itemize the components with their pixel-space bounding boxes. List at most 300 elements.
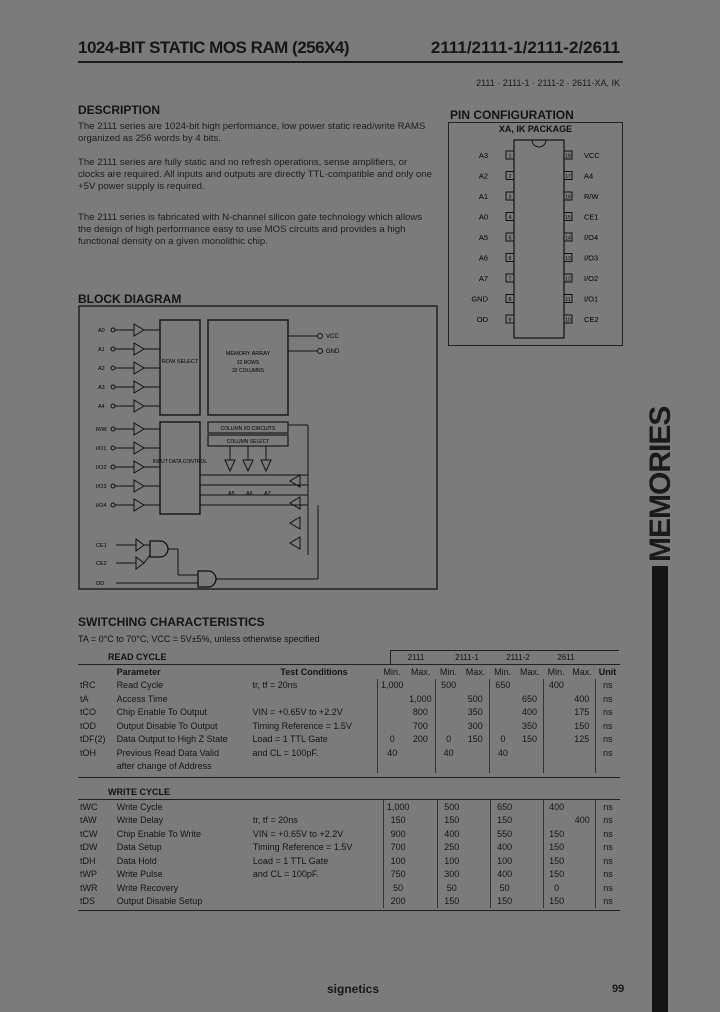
- pin-right-label: I/O4: [584, 233, 599, 242]
- gnd-label: GND: [326, 349, 340, 355]
- pin-left-number: 3: [508, 194, 512, 201]
- pin-right-label: CE2: [584, 315, 599, 324]
- pin-right-number: 12: [565, 276, 571, 283]
- write-parameter: Write Recovery: [116, 882, 179, 893]
- description-para-2: The 2111 series are fully static and no refresh operations, sense amplifiers, or clocks are required. All inputs and outputs are directly TTL-compatible and only one +5V power supply is required.: [78, 157, 432, 192]
- write-value: 150: [543, 841, 569, 855]
- pin-right-label: R/W: [584, 192, 599, 201]
- pin-right-number: 15: [565, 215, 571, 221]
- read-value: 40: [489, 746, 516, 760]
- description-para-3: The 2111 series is fabricated with N-channel silicon gate technology which allows the design of high performance easy to use MOS circuits and provides a high functional density on a given monolithic chip.: [78, 212, 423, 247]
- pin-left-label: A6: [478, 253, 488, 263]
- write-cycle-label: WRITE CYCLE: [108, 787, 170, 797]
- read-value: ns: [595, 706, 620, 720]
- row-select-label: ROW SELECT: [161, 359, 199, 365]
- control-ce1: CE1: [96, 543, 107, 549]
- write-row: [78, 814, 620, 828]
- memory-array-rows: 32 ROWS: [236, 360, 260, 366]
- write-value: [518, 800, 543, 814]
- write-symbol: tWC: [80, 801, 98, 812]
- dip-body: [514, 140, 564, 338]
- write-value: [518, 868, 543, 882]
- read-value: 150: [574, 720, 590, 731]
- write-value: 550: [490, 827, 518, 841]
- write-row: [78, 800, 620, 814]
- io-buffer: [134, 480, 144, 492]
- control-logic: [96, 505, 318, 587]
- read-value: [544, 760, 569, 774]
- col-unit: Unit: [598, 666, 617, 677]
- col-addr-a5: A5: [228, 491, 235, 497]
- write-parameter: Write Pulse: [116, 869, 163, 880]
- control-od: OD: [96, 581, 105, 587]
- write-value: 0: [543, 881, 569, 895]
- io-input-label: I/O3: [96, 484, 107, 490]
- pin-right-label: I/O1: [584, 294, 599, 304]
- read-row: [78, 679, 620, 693]
- write-value: [518, 881, 543, 895]
- read-value: 700: [412, 720, 428, 731]
- read-value: [378, 719, 407, 733]
- pin-right-number: 14: [565, 235, 571, 242]
- write-value: 100: [490, 854, 518, 868]
- read-value: [569, 679, 595, 693]
- pin-left-number: 8: [508, 297, 512, 303]
- read-value: [435, 760, 462, 774]
- read-value: [516, 760, 544, 774]
- write-value: 150: [543, 895, 569, 909]
- write-value: [412, 841, 437, 855]
- read-value: 40: [378, 746, 407, 760]
- pin-left-label: A1: [478, 192, 488, 201]
- addr-buffer: [134, 343, 144, 355]
- read-value: 300: [467, 720, 483, 731]
- read-test-condition: [250, 760, 377, 774]
- block-diagram-heading: BLOCK DIAGRAM: [78, 292, 182, 306]
- read-value: 200: [412, 734, 428, 745]
- io-input-label: I/O2: [96, 465, 107, 471]
- write-value: 50: [490, 881, 518, 895]
- write-value: 100: [383, 854, 412, 868]
- io-input-label: I/O4: [96, 503, 107, 509]
- read-value: [544, 706, 569, 720]
- read-test-condition: and CL = 100pF.: [252, 747, 319, 758]
- column-buffer-a7: [261, 460, 271, 471]
- switching-heading: SWITCHING CHARACTERISTICS: [78, 615, 265, 629]
- description-heading: DESCRIPTION: [78, 103, 161, 117]
- write-value: 150: [543, 854, 569, 868]
- sub-part-numbers: 2111 · 2111-1 · 2111-2 · 2611-XA, IK: [476, 78, 620, 88]
- row-select-block: [160, 320, 200, 415]
- read-row: [78, 733, 620, 747]
- read-value: 400: [574, 693, 590, 704]
- read-value: 800: [412, 707, 428, 718]
- read-value: 400: [521, 707, 537, 718]
- col-addr-a6: A6: [246, 491, 253, 497]
- read-test-condition: VIN = +0.65V to +2.2V: [252, 707, 343, 718]
- write-value: [412, 881, 437, 895]
- dip-package: [448, 122, 623, 344]
- write-value: [465, 841, 490, 855]
- write-value: ns: [596, 827, 620, 841]
- write-row: [78, 841, 620, 855]
- write-value: 650: [490, 800, 518, 814]
- pin-left-number: 5: [508, 235, 512, 242]
- write-value: 400: [574, 815, 590, 826]
- pin-config-heading: PIN CONFIGURATION: [450, 108, 574, 122]
- write-table-rule-bottom: [78, 910, 620, 911]
- write-value: [412, 814, 437, 828]
- write-symbol: tAW: [80, 815, 97, 826]
- read-parameter: Read Cycle: [116, 680, 164, 691]
- read-parameter: Access Time: [116, 693, 168, 704]
- read-value: [569, 746, 595, 760]
- switching-conditions: TA = 0°C to 70°C, VCC = 5V±5%, unless otherwise specified: [78, 634, 320, 644]
- write-value: 50: [383, 881, 412, 895]
- pin-left-number: 9: [508, 317, 512, 324]
- read-value: 350: [467, 707, 483, 718]
- write-parameter: Data Hold: [116, 855, 157, 866]
- addr-buffer: [134, 381, 144, 393]
- write-row: [78, 827, 620, 841]
- read-value: ns: [595, 692, 620, 706]
- package-label: XA, IK PACKAGE: [498, 124, 573, 134]
- read-value: 40: [435, 746, 462, 760]
- write-value: 250: [438, 841, 466, 855]
- read-symbol: tOH: [80, 747, 97, 758]
- col-test-conditions: Test Conditions: [280, 666, 348, 677]
- write-value: 750: [383, 868, 412, 882]
- write-value: 50: [438, 881, 466, 895]
- read-test-condition: [250, 692, 377, 706]
- read-value: 0: [489, 733, 516, 747]
- read-value: 500: [435, 679, 462, 693]
- addr-buffer: [134, 400, 144, 412]
- write-cycle-table-wrap: [78, 799, 620, 911]
- read-table-rule-bottom: [78, 777, 620, 778]
- write-value: [412, 895, 437, 909]
- read-row: [78, 692, 620, 706]
- write-value: [569, 881, 595, 895]
- read-value: [462, 679, 490, 693]
- write-value: [465, 895, 490, 909]
- write-value: [465, 854, 490, 868]
- write-value: 150: [438, 814, 466, 828]
- read-value: ns: [595, 733, 620, 747]
- write-value: 700: [383, 841, 412, 855]
- read-value: 125: [574, 734, 590, 745]
- write-value: 900: [383, 827, 412, 841]
- read-symbol: [78, 760, 115, 774]
- read-value: [378, 706, 407, 720]
- read-symbol: tOD: [80, 720, 97, 731]
- read-value: 150: [521, 734, 537, 745]
- io-buffer: [134, 461, 144, 473]
- pin-right-number: 11: [565, 297, 571, 303]
- read-value: [544, 692, 569, 706]
- write-row: [78, 895, 620, 909]
- write-test-condition: [251, 881, 383, 895]
- control-ce2: CE2: [96, 561, 107, 567]
- write-test-condition: [251, 800, 383, 814]
- write-parameter: Chip Enable To Write: [116, 828, 201, 839]
- dip-notch: [532, 140, 546, 147]
- read-value: [489, 692, 516, 706]
- write-value: [465, 827, 490, 841]
- part-2111: 2111: [407, 653, 425, 662]
- column-buffer-a6: [243, 460, 253, 471]
- read-symbol: tRC: [80, 680, 96, 691]
- part-2611: 2611: [557, 653, 575, 662]
- read-parameter: after change of Address: [116, 761, 212, 772]
- write-parameter: Write Cycle: [116, 801, 163, 812]
- memory-array-label: MEMORY ARRAY: [225, 351, 271, 357]
- write-symbol: tDH: [80, 855, 96, 866]
- read-symbol: tCO: [80, 707, 97, 718]
- read-parameter: Chip Enable To Output: [116, 707, 207, 718]
- write-value: [569, 841, 595, 855]
- read-value: [595, 760, 620, 774]
- io-input-label: R/W: [96, 427, 107, 433]
- read-value: ns: [595, 746, 620, 760]
- pin-right-label: CE1: [584, 212, 599, 222]
- input-data-control-block: [160, 422, 200, 514]
- pin-left-number: 7: [508, 276, 512, 283]
- write-value: [412, 827, 437, 841]
- read-value: 400: [544, 679, 569, 693]
- read-cycle-table: [78, 665, 620, 773]
- block-diagram: [78, 305, 438, 590]
- write-value: [569, 895, 595, 909]
- pin-right-number: 18: [565, 153, 571, 160]
- read-value: [406, 746, 435, 760]
- pin-right-label: I/O2: [584, 274, 599, 283]
- write-value: [569, 800, 595, 814]
- pin-right-number: 13: [565, 256, 571, 262]
- addr-input-label: A3: [98, 385, 105, 391]
- pin-left-label: A2: [478, 171, 488, 181]
- pin-left-label: A5: [478, 233, 488, 242]
- addr-input-label: A2: [98, 366, 105, 372]
- write-value: [569, 868, 595, 882]
- read-symbol: tA: [80, 693, 89, 704]
- read-row: [78, 706, 620, 720]
- write-value: 1,000: [383, 800, 412, 814]
- pin-right-number: 16: [565, 194, 571, 201]
- read-row: [78, 760, 620, 774]
- pin-left-label: OD: [476, 315, 488, 324]
- write-value: [465, 814, 490, 828]
- page-title: 1024-BIT STATIC MOS RAM (256X4): [78, 38, 350, 57]
- read-value: ns: [595, 679, 620, 693]
- vcc-label: VCC: [326, 334, 339, 340]
- addr-input-label: A4: [98, 404, 105, 410]
- write-value: [465, 868, 490, 882]
- write-value: ns: [596, 895, 620, 909]
- memory-array-cols: 32 COLUMNS: [232, 368, 264, 374]
- write-test-condition: [251, 895, 383, 909]
- write-value: 150: [490, 895, 518, 909]
- read-value: [406, 760, 435, 774]
- read-value: [544, 746, 569, 760]
- side-tab-memories: MEMORIES: [644, 406, 677, 562]
- write-symbol: tCW: [80, 828, 98, 839]
- part-2111-1: 2111-1: [455, 653, 479, 662]
- write-test-condition: VIN = +0.65V to +2.2V: [252, 828, 344, 839]
- addr-buffer: [134, 324, 144, 336]
- read-test-condition: tr, tf = 20ns: [252, 680, 298, 691]
- write-value: ns: [596, 881, 620, 895]
- write-value: ns: [596, 814, 620, 828]
- read-value: 150: [467, 734, 483, 745]
- write-value: 500: [438, 800, 466, 814]
- read-value: [462, 746, 490, 760]
- pin-left-label: A3: [478, 151, 488, 160]
- read-value: 350: [521, 720, 537, 731]
- pin-left-number: 6: [508, 256, 512, 262]
- pin-right-label: I/O3: [584, 253, 599, 263]
- read-value: 0: [435, 733, 462, 747]
- parts-header-row: [390, 650, 619, 665]
- read-value: ns: [595, 719, 620, 733]
- write-test-condition: Timing Reference = 1.5V: [252, 842, 353, 853]
- read-value: [406, 679, 435, 693]
- io-input-label: I/O1: [96, 446, 107, 452]
- io-buffer: [134, 442, 144, 454]
- part-numbers: 2111/2111-1/2111-2/2611: [430, 38, 620, 57]
- write-value: 200: [383, 895, 412, 909]
- read-test-condition: Load = 1 TTL Gate: [252, 734, 328, 745]
- write-value: 400: [543, 800, 569, 814]
- read-value: [544, 733, 569, 747]
- read-value: [544, 719, 569, 733]
- write-value: 150: [383, 814, 412, 828]
- write-value: 150: [543, 868, 569, 882]
- col-parameter: Parameter: [116, 666, 161, 677]
- io-buffer: [134, 499, 144, 511]
- write-row: [78, 868, 620, 882]
- read-row: [78, 719, 620, 733]
- input-data-control-label: INPUT DATA CONTROL: [152, 459, 208, 465]
- write-value: [543, 814, 569, 828]
- write-symbol: tWR: [80, 882, 98, 893]
- write-value: [412, 854, 437, 868]
- page-number: 99: [612, 983, 625, 995]
- addr-input-label: A0: [98, 328, 105, 334]
- read-value: 500: [467, 693, 483, 704]
- pin-left-number: 2: [508, 174, 512, 180]
- write-value: [412, 868, 437, 882]
- read-value: [489, 760, 516, 774]
- pin-right-number: 17: [565, 174, 571, 180]
- read-parameter: Previous Read Data Valid: [116, 747, 219, 758]
- write-value: ns: [596, 868, 620, 882]
- read-value: [569, 760, 595, 774]
- write-value: 400: [490, 868, 518, 882]
- write-value: ns: [596, 841, 620, 855]
- write-value: [569, 827, 595, 841]
- write-test-condition: tr, tf = 20ns: [252, 815, 298, 826]
- write-parameter: Output Disable Setup: [116, 896, 203, 907]
- read-symbol: tDF(2): [80, 734, 106, 745]
- write-value: [465, 881, 490, 895]
- write-cycle-table: [78, 800, 620, 908]
- part-2111-2: 2111-2: [506, 653, 530, 662]
- read-cycle-table-wrap: [78, 664, 620, 778]
- read-parameter: Output Disable To Output: [116, 720, 218, 731]
- addr-input-label: A1: [98, 347, 105, 353]
- write-value: [412, 800, 437, 814]
- column-buffer-a5: [225, 460, 235, 471]
- write-value: [518, 854, 543, 868]
- write-parameter: Data Setup: [116, 842, 162, 853]
- pin-left-number: 1: [508, 153, 512, 160]
- write-symbol: tWP: [80, 869, 97, 880]
- column-io-label: COLUMN I/O CIRCUITS: [220, 426, 276, 432]
- write-parameter: Write Delay: [116, 815, 164, 826]
- read-parameter: Data Output to High Z State: [116, 734, 228, 745]
- read-row: [78, 746, 620, 760]
- write-value: 150: [543, 827, 569, 841]
- write-value: [518, 814, 543, 828]
- read-value: [435, 692, 462, 706]
- addr-buffer: [134, 362, 144, 374]
- column-select-label: COLUMN SELECT: [226, 439, 270, 445]
- read-value: 650: [489, 679, 516, 693]
- read-value: [435, 719, 462, 733]
- pin-left-label: GND: [471, 294, 488, 304]
- read-value: 1,000: [378, 679, 407, 693]
- col-addr-a7: A7: [264, 491, 271, 497]
- read-value: 175: [574, 707, 590, 718]
- write-value: 100: [438, 854, 466, 868]
- read-value: [462, 760, 490, 774]
- pin-left-label: A7: [478, 274, 488, 283]
- write-value: [518, 827, 543, 841]
- read-value: 650: [521, 693, 537, 704]
- write-row: [78, 881, 620, 895]
- write-value: 400: [490, 841, 518, 855]
- write-value: ns: [596, 800, 620, 814]
- side-tab-strip: [652, 566, 668, 1012]
- pin-right-label: A4: [584, 171, 594, 181]
- write-value: 400: [438, 827, 466, 841]
- read-value: 0: [378, 733, 407, 747]
- write-value: [569, 854, 595, 868]
- write-value: 300: [438, 868, 466, 882]
- write-test-condition: Load = 1 TTL Gate: [252, 855, 329, 866]
- write-value: [518, 895, 543, 909]
- io-buffer: [134, 423, 144, 435]
- write-value: 150: [490, 814, 518, 828]
- read-value: [378, 692, 407, 706]
- write-value: [518, 841, 543, 855]
- footer-logo: signetics: [327, 982, 380, 996]
- read-value: [489, 706, 516, 720]
- read-value: 1,000: [409, 693, 432, 704]
- read-value: [435, 706, 462, 720]
- write-symbol: tDW: [80, 842, 98, 853]
- write-value: ns: [596, 854, 620, 868]
- write-value: 150: [438, 895, 466, 909]
- pin-left-label: A0: [478, 212, 488, 222]
- pin-left-number: 4: [508, 215, 512, 221]
- read-value: [378, 760, 407, 774]
- description-para-1: The 2111 series are 1024-bit high performance, low power static read/write RAMS organized as 256 words by 4 bits.: [78, 121, 426, 144]
- read-value: [516, 746, 544, 760]
- write-test-condition: and CL = 100pF.: [252, 869, 319, 880]
- read-value: [516, 679, 544, 693]
